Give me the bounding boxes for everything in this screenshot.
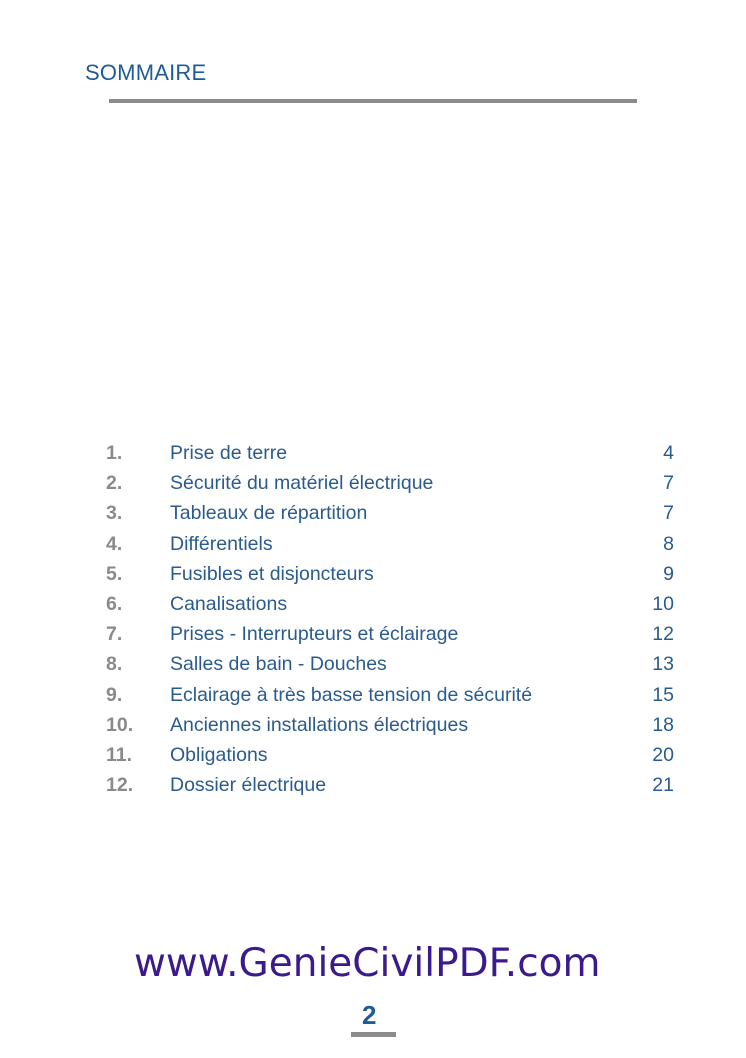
toc-number: 9. bbox=[106, 683, 123, 706]
toc-page: 20 bbox=[652, 743, 674, 766]
toc-page: 4 bbox=[663, 442, 674, 464]
toc-label: Eclairage à très basse tension de sécurité bbox=[170, 683, 533, 706]
toc-number: 2. bbox=[106, 472, 123, 495]
title-divider bbox=[109, 99, 637, 103]
toc-label: Différentiels bbox=[170, 532, 273, 555]
toc-number: 11. bbox=[106, 743, 133, 766]
toc-entry[interactable] bbox=[106, 710, 674, 740]
toc-page: 9 bbox=[663, 562, 674, 585]
toc-entry[interactable] bbox=[106, 649, 674, 679]
toc-entry[interactable] bbox=[106, 559, 674, 589]
toc-entry[interactable] bbox=[106, 680, 674, 710]
toc-page: 12 bbox=[652, 623, 674, 646]
toc-label: Dossier électrique bbox=[170, 774, 327, 797]
toc-page: 7 bbox=[663, 472, 674, 495]
toc-label: Sécurité du matériel électrique bbox=[170, 472, 434, 495]
toc-page: 21 bbox=[652, 774, 674, 797]
toc-number: 5. bbox=[106, 562, 123, 585]
toc-entry[interactable] bbox=[106, 770, 674, 800]
toc-entry[interactable] bbox=[106, 498, 674, 528]
toc-page: 15 bbox=[652, 683, 674, 706]
toc-number: 7. bbox=[106, 623, 123, 646]
toc-number: 12. bbox=[106, 774, 134, 797]
toc-label: Tableaux de répartition bbox=[170, 502, 368, 525]
toc-label: Canalisations bbox=[170, 592, 288, 615]
toc-entry[interactable] bbox=[106, 589, 674, 619]
toc-entry[interactable] bbox=[106, 740, 674, 770]
toc-number: 1. bbox=[106, 442, 123, 464]
toc-label: Prise de terre bbox=[170, 442, 288, 464]
toc-entry[interactable] bbox=[106, 529, 674, 559]
toc-label: Salles de bain - Douches bbox=[170, 653, 387, 676]
table-of-contents bbox=[106, 438, 674, 800]
toc-number: 8. bbox=[106, 653, 123, 676]
toc-number: 6. bbox=[106, 592, 123, 615]
toc-label: Obligations bbox=[170, 743, 268, 766]
toc-page: 18 bbox=[652, 713, 674, 736]
watermark-link[interactable]: www.GenieCivilPDF.com bbox=[134, 941, 601, 986]
toc-page: 13 bbox=[652, 653, 674, 676]
toc-entry[interactable] bbox=[106, 468, 674, 498]
toc-entry[interactable] bbox=[106, 619, 674, 649]
toc-label: Anciennes installations électriques bbox=[170, 713, 469, 736]
toc-number: 4. bbox=[106, 532, 123, 555]
toc-page: 8 bbox=[663, 532, 674, 555]
page-title: SOMMAIRE bbox=[85, 60, 207, 85]
page-number: 2 bbox=[362, 1000, 377, 1030]
toc-number: 3. bbox=[106, 502, 123, 525]
toc-label: Fusibles et disjoncteurs bbox=[170, 562, 374, 585]
toc-number: 10. bbox=[106, 713, 134, 736]
toc-entry[interactable] bbox=[106, 438, 674, 468]
toc-page: 7 bbox=[663, 502, 674, 525]
toc-label: Prises - Interrupteurs et éclairage bbox=[170, 623, 459, 646]
page-number-underline bbox=[351, 1032, 396, 1037]
toc-page: 10 bbox=[652, 592, 674, 615]
